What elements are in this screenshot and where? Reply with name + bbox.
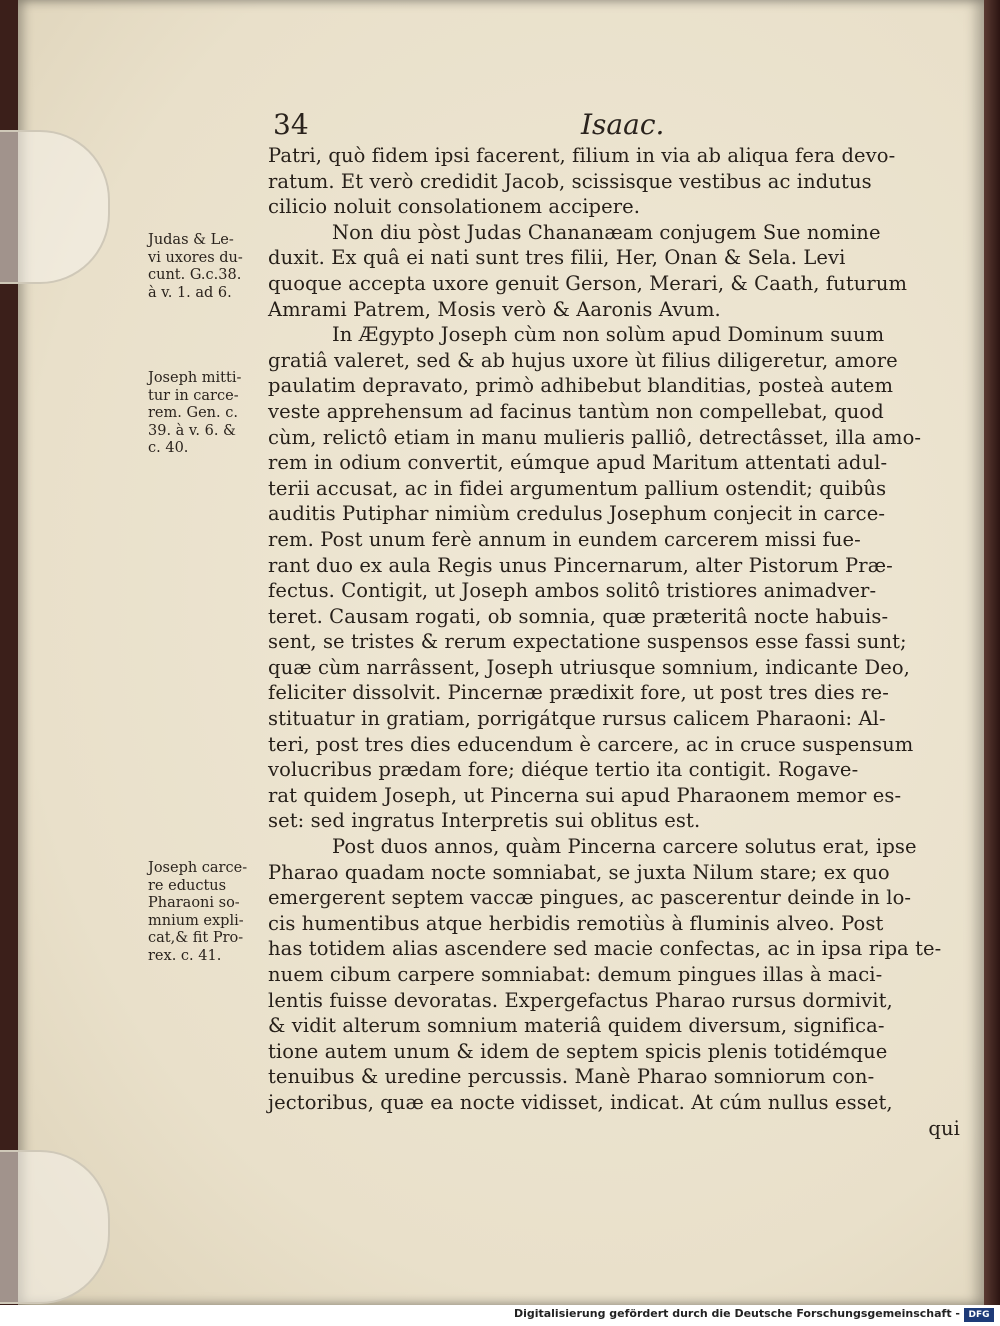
marginal-line: Pharaoni so- <box>148 895 240 911</box>
dfg-logo: DFG <box>964 1308 994 1322</box>
text-line: rem. Post unum ferè annum in eundem carcerem missi fue- <box>268 527 861 551</box>
text-line: sent, se tristes & rerum expectatione suspensos esse fassi sunt; <box>268 630 907 654</box>
text-line: duxit. Ex quâ ei nati sunt tres filii, Her, Onan & Sela. Levi <box>268 246 846 270</box>
text-line: stituatur in gratiam, porrigátque rursus calicem Pharaoni: Al- <box>268 707 886 731</box>
text-line: Amrami Patrem, Mosis verò & Aaronis Avum. <box>268 297 721 321</box>
marginal-line: vi uxores du- <box>148 249 243 266</box>
text-line: rat quidem Joseph, ut Pincerna sui apud Pharaonem memor es- <box>268 783 902 807</box>
text-line: quæ cùm narrâssent, Joseph utriusque somnium, indicante Deo, <box>268 655 910 679</box>
marginal-line: Joseph carce- <box>148 860 248 876</box>
marginal-line: c. 40. <box>148 440 189 456</box>
text-line: In Ægypto Joseph cùm non solùm apud Dominum suum <box>332 323 885 347</box>
text-line: jectoribus, quæ ea nocte vidisset, indicat. At cúm nullus esset, <box>268 1090 893 1114</box>
text-line: cis humentibus atque herbidis remotiùs à fluminis alveo. Post <box>268 911 884 935</box>
text-line: Pharao quadam nocte somniabat, se juxta Nilum stare; ex quo <box>268 860 890 884</box>
marginal-line: rex. c. 41. <box>148 947 222 964</box>
book-edge <box>984 0 1000 1305</box>
text-line: Post duos annos, quàm Pincerna carcere solutus erat, ipse <box>332 835 917 859</box>
text-line: lentis fuisse devoratas. Expergefactus Pharao rursus dormivit, <box>268 988 893 1012</box>
marginal-note-joseph-prorex <box>148 860 278 965</box>
page-number: 34 <box>273 108 309 141</box>
marginal-line: à v. 1. ad 6. <box>148 284 232 301</box>
text-line: tione autem unum & idem de septem spicis plenis totidémque <box>268 1039 888 1063</box>
text-line: paulatim depravato, primò adhibebut blanditias, posteà autem <box>268 374 894 398</box>
body-text <box>268 143 968 1141</box>
text-line: tenuibus & uredine percussis. Manè Pharao somniorum con- <box>268 1065 875 1089</box>
text-line: auditis Putiphar nimiùm credulus Josephum conjecit in carce- <box>268 502 886 526</box>
text-line: veste apprehensum ad facinus tantùm non compellebat, quod <box>268 399 884 423</box>
text-line: Non diu pòst Judas Chananæam conjugem Sue nomine <box>332 220 881 244</box>
marginal-line: mnium expli- <box>148 912 244 929</box>
book-page <box>18 0 984 1305</box>
text-line: nuem cibum carpere somniabat: demum pingues illas à maci- <box>268 963 883 986</box>
running-title: Isaac. <box>581 108 665 141</box>
footer-bar <box>0 1305 1000 1326</box>
text-line: set: sed ingratus Interpretis sui oblitus est. <box>268 809 701 833</box>
marginal-line: Judas & Le- <box>148 232 234 248</box>
text-line: gratiâ valeret, sed & ab hujus uxore ùt filius diligeretur, amore <box>268 348 898 372</box>
text-line: rem in odium convertit, eúmque apud Maritum attentati adul- <box>268 451 888 475</box>
funding-notice: Digitalisierung gefördert durch die Deutsche Forschungsgemeinschaft - <box>513 1307 960 1320</box>
marginal-note-joseph-prison <box>148 370 278 458</box>
text-line: teret. Causam rogati, ob somnia, quæ præteritâ nocte habuis- <box>268 604 889 628</box>
marginal-line: cunt. G.c.38. <box>148 267 242 283</box>
marginal-line: rem. Gen. c. <box>148 405 238 421</box>
text-line: has totidem alias ascendere sed macie confectas, ac in ipsa ripa te- <box>268 937 942 961</box>
marginal-note-judas-levi <box>148 232 278 302</box>
text-line: feliciter dissolvit. Pincernæ prædixit fore, ut post tres dies re- <box>268 681 889 705</box>
marginal-line: 39. à v. 6. & <box>148 422 236 439</box>
text-line: quoque accepta uxore genuit Gerson, Merari, & Caath, futurum <box>268 271 908 295</box>
text-line: cilicio noluit consolationem accipere. <box>268 195 641 219</box>
text-line: fectus. Contigit, ut Joseph ambos solitô tristiores animadver- <box>268 579 877 603</box>
text-line: teri, post tres dies educendum è carcere, ac in cruce suspensum <box>268 732 914 756</box>
text-line: Patri, quò fidem ipsi facerent, filium in via ab aliqua fera devo- <box>268 144 896 167</box>
text-line: emergerent septem vaccæ pingues, ac pascerentur deinde in lo- <box>268 886 912 910</box>
catchword: qui <box>928 1116 960 1140</box>
marginal-line: tur in carce- <box>148 387 239 404</box>
text-line: rant duo ex aula Regis unus Pincernarum, alter Pistorum Præ- <box>268 553 893 577</box>
running-head <box>273 108 963 148</box>
text-line: cùm, relictô etiam in manu mulieris palliô, detrectâsset, illa amo- <box>268 425 922 449</box>
marginal-line: re eductus <box>148 877 227 894</box>
text-line: & vidit alterum somnium materiâ quidem diversum, significa- <box>268 1014 885 1038</box>
text-line: volucribus prædam fore; diéque tertio ita contigit. Rogave- <box>268 758 859 782</box>
text-line: terii accusat, ac in fidei argumentum pallium ostendit; quibûs <box>268 476 887 500</box>
marginal-line: cat,& fit Pro- <box>148 930 244 946</box>
text-line: ratum. Et verò credidit Jacob, scissisque vestibus ac indutus <box>268 169 872 193</box>
marginal-line: Joseph mitti- <box>148 370 242 386</box>
